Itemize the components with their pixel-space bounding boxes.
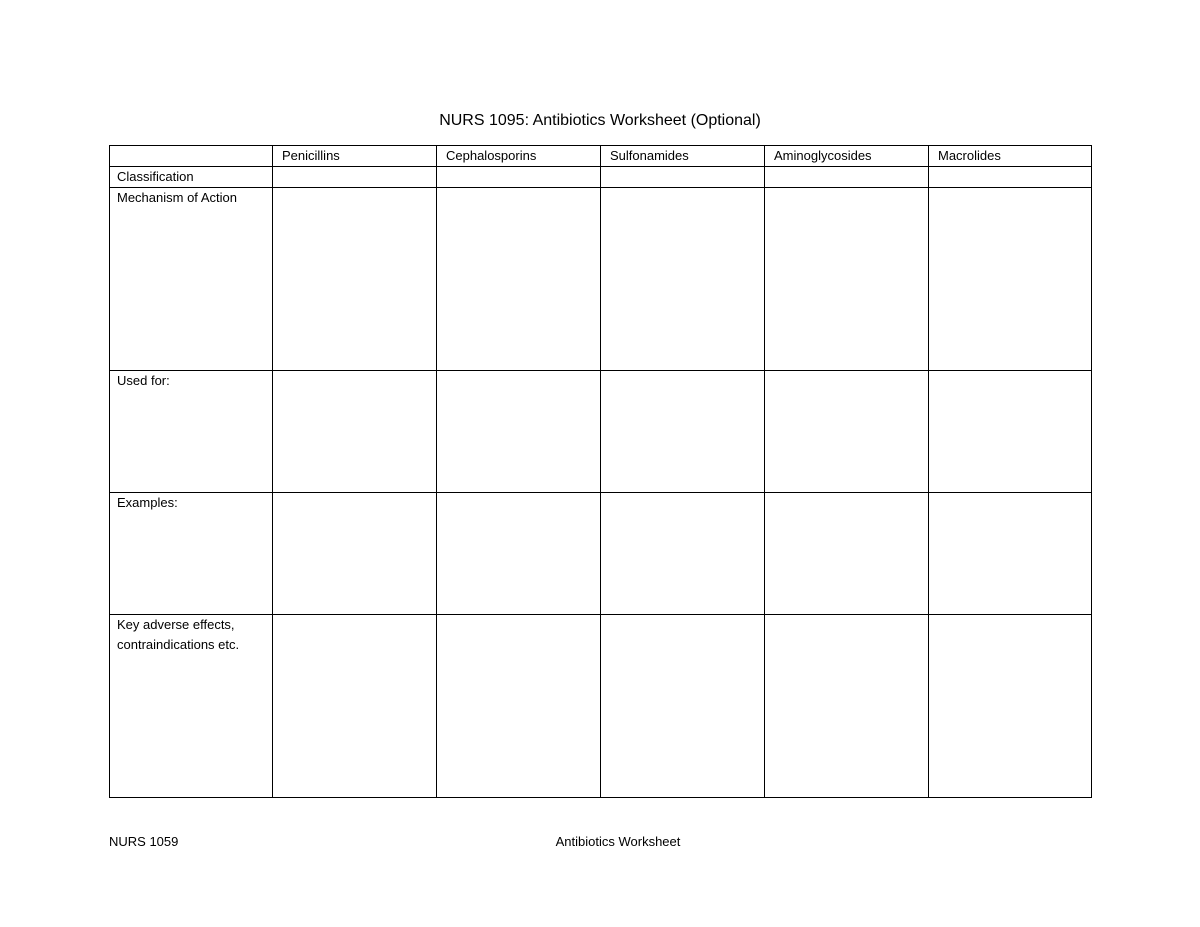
- column-header-sulfonamides: Sulfonamides: [601, 146, 765, 167]
- row-label-classification: Classification: [110, 167, 273, 188]
- answer-cell[interactable]: [601, 188, 765, 371]
- answer-cell[interactable]: [929, 615, 1092, 798]
- corner-cell: [110, 146, 273, 167]
- row-label-used-for: Used for:: [110, 371, 273, 493]
- row-label-line: contraindications etc.: [117, 637, 240, 652]
- table-row: [110, 188, 1092, 371]
- answer-cell[interactable]: [437, 188, 601, 371]
- answer-cell[interactable]: [929, 188, 1092, 371]
- table-row: [110, 493, 1092, 615]
- answer-cell[interactable]: [765, 493, 929, 615]
- row-label-examples: Examples:: [110, 493, 273, 615]
- answer-cell[interactable]: [273, 188, 437, 371]
- answer-cell[interactable]: [601, 167, 765, 188]
- answer-cell[interactable]: [765, 371, 929, 493]
- table-header-row: [110, 146, 1092, 167]
- table-row: [110, 615, 1092, 798]
- antibiotics-worksheet-table: [109, 145, 1092, 798]
- table-row: [110, 167, 1092, 188]
- answer-cell[interactable]: [929, 371, 1092, 493]
- column-header-macrolides: Macrolides: [929, 146, 1092, 167]
- page-title: NURS 1095: Antibiotics Worksheet (Optional): [439, 112, 761, 129]
- row-label-mechanism-of-action: Mechanism of Action: [110, 188, 273, 371]
- answer-cell[interactable]: [273, 167, 437, 188]
- table-row: [110, 371, 1092, 493]
- column-header-aminoglycosides: Aminoglycosides: [765, 146, 929, 167]
- answer-cell[interactable]: [437, 493, 601, 615]
- footer-course-code: NURS 1059: [109, 834, 179, 849]
- answer-cell[interactable]: [601, 371, 765, 493]
- answer-cell[interactable]: [601, 615, 765, 798]
- answer-cell[interactable]: [273, 371, 437, 493]
- answer-cell[interactable]: [437, 615, 601, 798]
- answer-cell[interactable]: [273, 493, 437, 615]
- column-header-cephalosporins: Cephalosporins: [437, 146, 601, 167]
- answer-cell[interactable]: [437, 167, 601, 188]
- column-header-penicillins: Penicillins: [273, 146, 437, 167]
- row-label-line: Key adverse effects,: [117, 617, 235, 632]
- answer-cell[interactable]: [765, 167, 929, 188]
- answer-cell[interactable]: [929, 167, 1092, 188]
- answer-cell[interactable]: [765, 188, 929, 371]
- answer-cell[interactable]: [929, 493, 1092, 615]
- answer-cell[interactable]: [601, 493, 765, 615]
- answer-cell[interactable]: [765, 615, 929, 798]
- row-label-key-adverse-effects: [110, 615, 273, 798]
- answer-cell[interactable]: [273, 615, 437, 798]
- answer-cell[interactable]: [437, 371, 601, 493]
- footer-document-name: Antibiotics Worksheet: [555, 834, 681, 849]
